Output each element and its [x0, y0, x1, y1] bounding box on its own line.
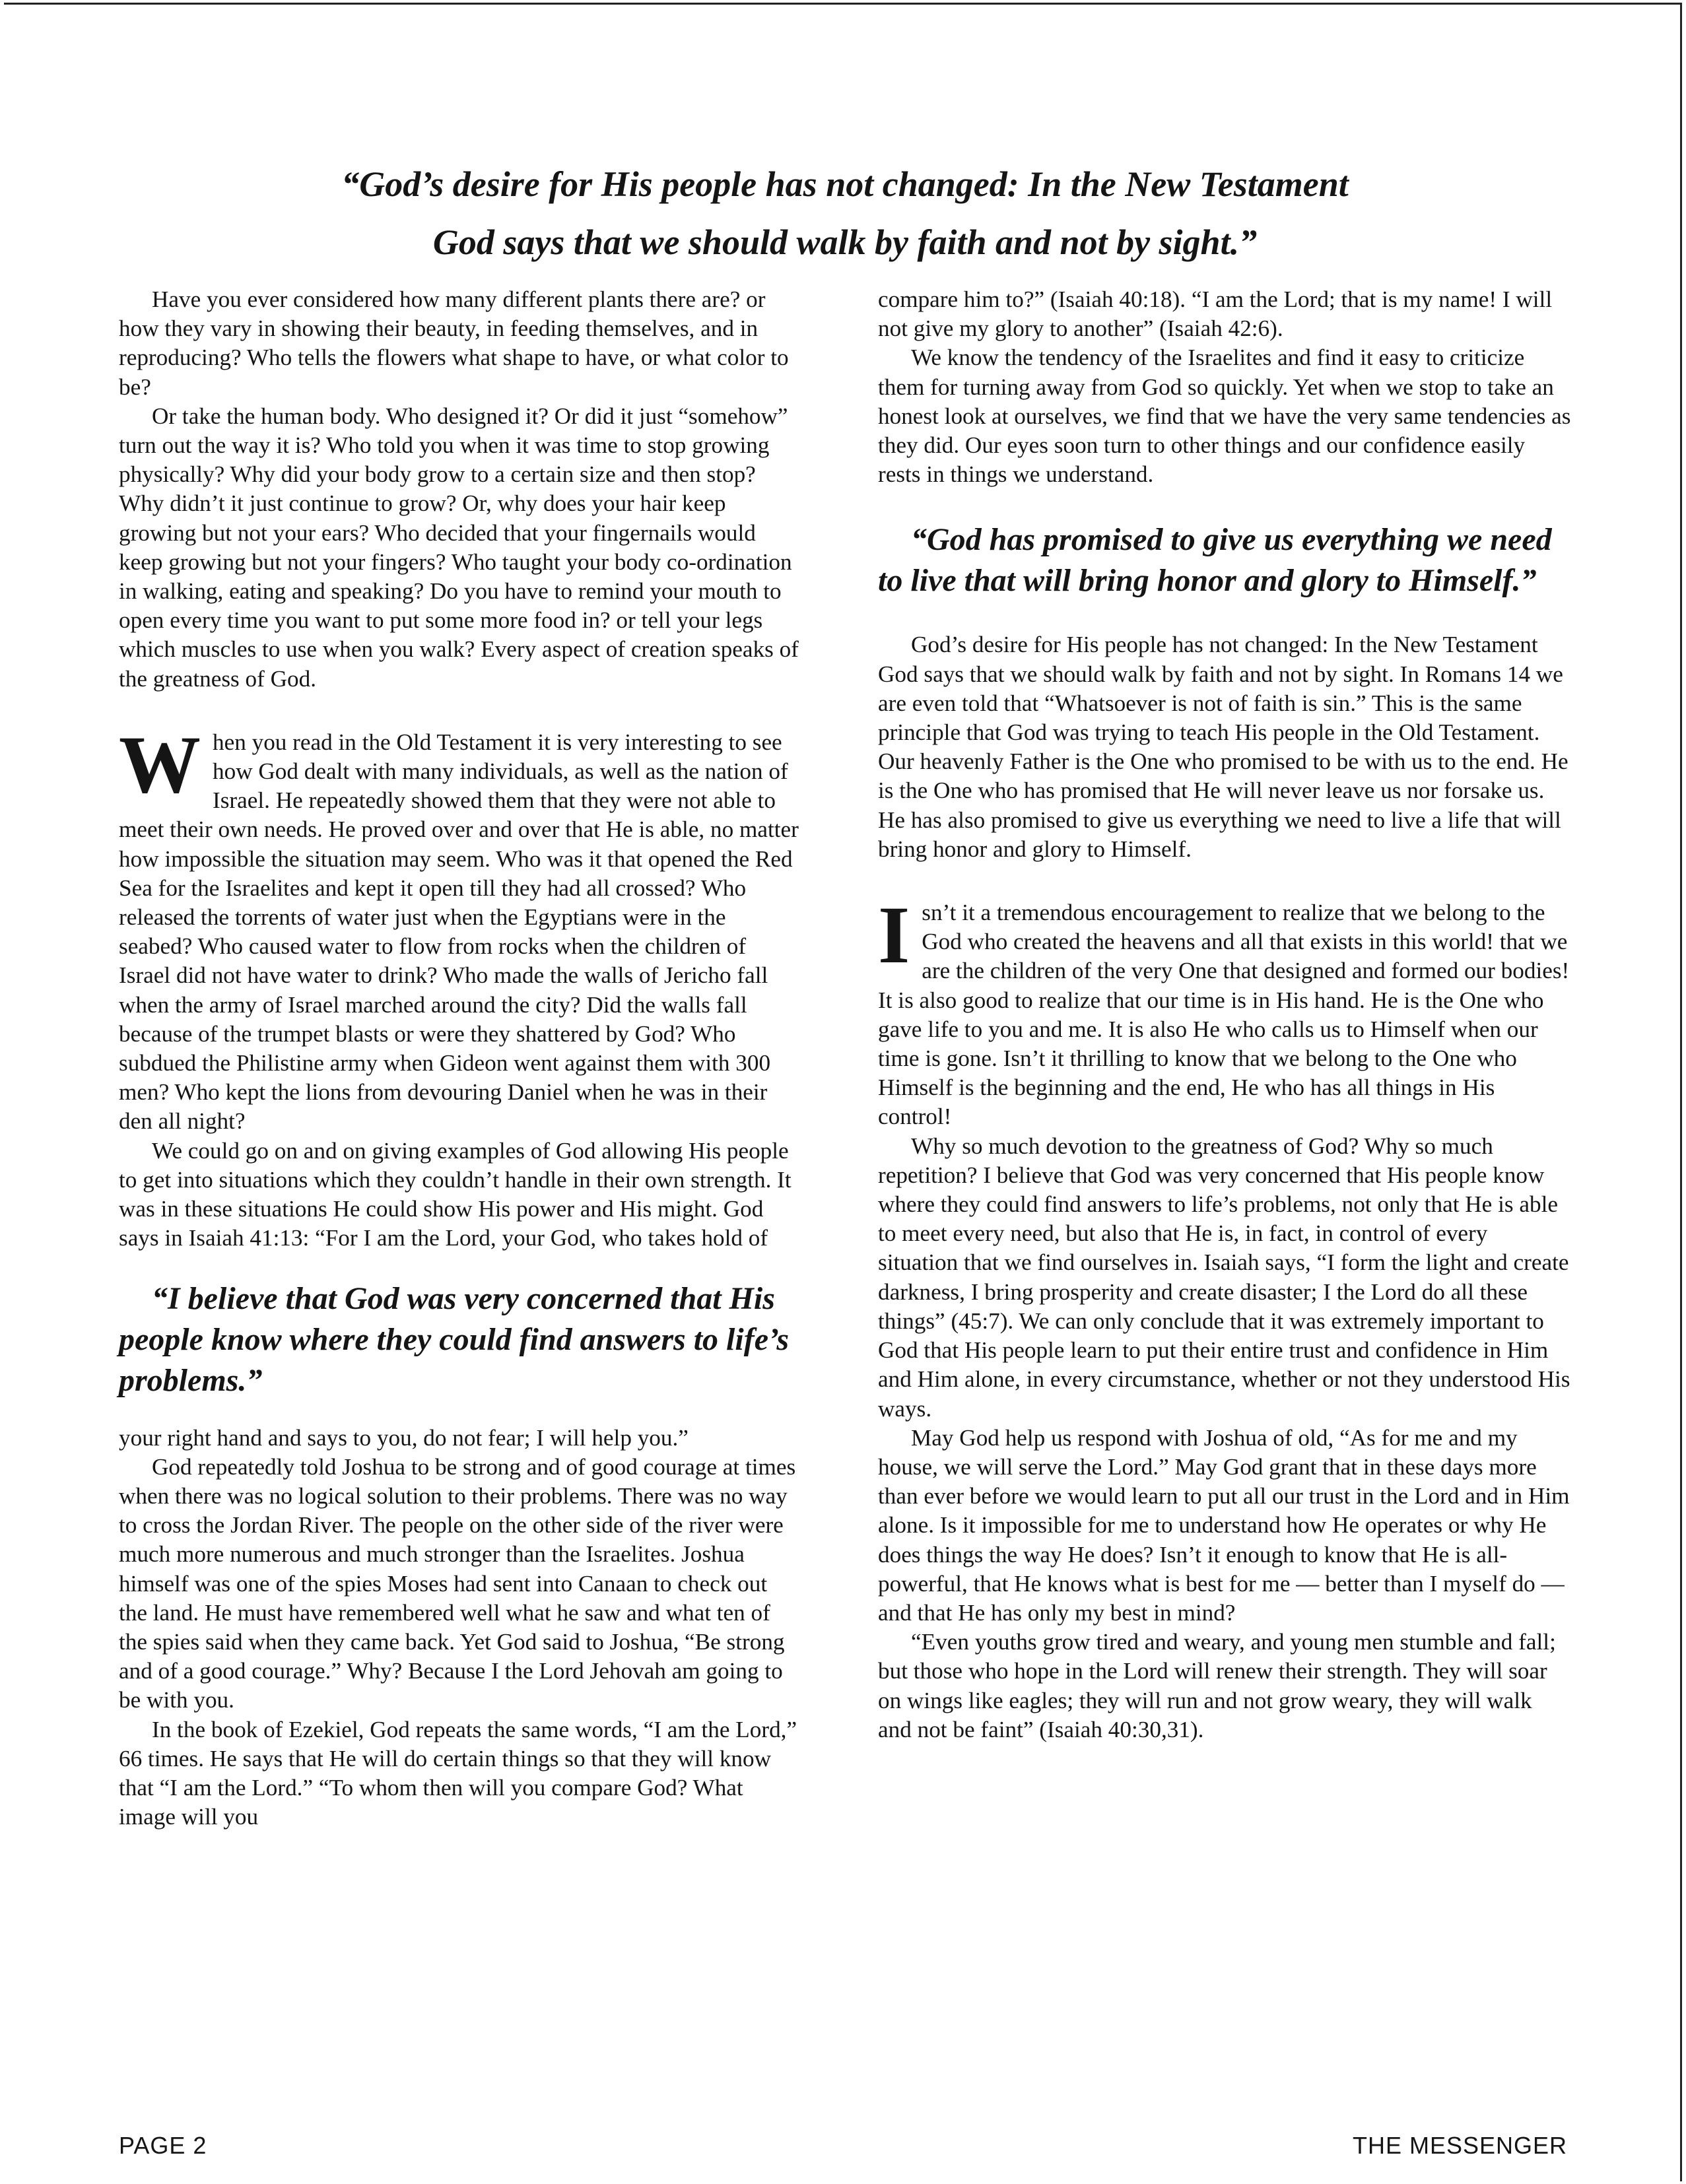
drop-cap-letter: W [119, 719, 201, 810]
paragraph: Why so much devotion to the greatness of God? Why so much repetition? I believe that God was very concerned that His people know where they could find answers to life’s problems, not only that He is able to meet every need, but also that He is, in fact, in control of every situation that we find ourselves in. Isaiah says, “I form the light and create darkness, I bring prosperity and create disaster; I the Lord do all these things” (45:7). We can only conclude that it was extremely important to God that His people learn to put their entire trust and confidence in Him and Him alone, in every circumstance, whether or not they understood His ways. [878, 1133, 1570, 1422]
paragraph: Or take the human body. Who designed it? Or did it just “somehow” turn out the way it is? Who told you when it was time to stop growing physically? Why did your body grow to a certain size and then stop? Why didn’t it just continue to grow? Or, why does your hair keep growing but not your ears? Who decided that your fingernails would keep growing but not your fingers? Who taught your body co-ordination in walking, eating and speaking? Do you have to remind your mouth to open every time you want to put some more food in? or tell your legs which muscles to use when you walk? Every aspect of creation speaks of the greatness of God. [119, 403, 799, 692]
paragraph: Have you ever considered how many different plants there are? or how they vary in showing their beauty, in feeding themselves, and in reproducing? Who tells the flowers what shape to have, or what color to be? [119, 286, 789, 400]
paragraph: May God help us respond with Joshua of old, “As for me and my house, we will serve the Lord.” May God grant that in these days more than ever before we would learn to put all our trust in the Lord and in Him alone. Is it impossible for me to understand how He operates or why He does things the way He does? Isn’t it enough to know that He is all-powerful, that He knows what is best for me — better than I myself do — and that He has only my best in mind? [878, 1424, 1570, 1626]
headline-line-1: “God’s desire for His people has not changed: In the New Testament [341, 164, 1349, 204]
headline-line-2: God says that we should walk by faith and not by sight.” [432, 222, 1258, 262]
paragraph: God repeatedly told Joshua to be strong and of good courage at times when there was no logical solution to their problems. There was no way to cross the Jordan River. The people on the other side of the river were much more numerous and much stronger than the Israelites. Joshua himself was one of the spies Moses had sent into Canaan to check out the land. He must have remembered well what he saw and what ten of the spies said when they came back. Yet God said to Joshua, “Be strong and of a good courage.” Why? Because I the Lord Jehovah am going to be with you. [119, 1453, 796, 1713]
drop-cap-letter: I [878, 890, 910, 981]
paragraph: We could go on and on giving examples of God allowing His people to get into situations which they couldn’t handle in their own strength. It was in these situations He could show His power and His might. God says in Isaiah 41:13: “For I am the Lord, your God, who takes hold of [119, 1137, 792, 1251]
pull-quote: “God has promised to give us everything we need to live that will bring honor and glory to Himself.” [878, 522, 1552, 599]
paragraph: “Even youths grow tired and weary, and young men stumble and fall; but those who hope in the Lord will renew their strength. They will soar on wings like eagles; they will run and not grow weary, they will walk and not be faint” (Isaiah 40:30,31). [878, 1629, 1556, 1742]
paragraph-text: sn’t it a tremendous encouragement to realize that we belong to the God who created the heavens and all that exists in this world! that we are the children of the very One that designed and formed our bodies! It is also good to realize that our time is in His hand. He is the One who gave life to you and me. It is also He who calls us to Himself when our time is gone. Isn’t it thrilling to know that we belong to the One who Himself is the beginning and the end, He who has all things in His control! [878, 900, 1570, 1130]
publication-name: THE MESSENGER [1352, 2132, 1567, 2159]
paragraph-dropcap [119, 719, 799, 1137]
paragraph: compare him to?” (Isaiah 40:18). “I am the Lord; that is my name! I will not give my glory to another” (Isaiah 42:6). [878, 286, 1553, 342]
headline-pull-quote [119, 155, 1571, 271]
paragraph: In the book of Ezekiel, God repeats the same words, “I am the Lord,” 66 times. He says that He will do certain things so that they will know that “I am the Lord.” “To whom then will you compare God? What image will you [119, 1716, 797, 1830]
paragraph: God’s desire for His people has not changed: In the New Testament God says that we should walk by faith and not by sight. In Romans 14 we are even told that “Whatsoever is not of faith is sin.” This is the same principle that God was trying to teach His people in the Old Testament. Our heavenly Father is the One who promised to be with us to the end. He is the One who has promised that He will never leave us nor forsake us. He has also promised to give us everything we need to live a life that will bring honor and glory to Himself. [878, 632, 1568, 862]
paragraph-text: hen you read in the Old Testament it is very interesting to see how God dealt with many individuals, as well as the nation of Israel. He repeatedly showed them that they were not able to meet their own needs. He proved over and over that He is able, no matter how impossible the situation may seem. Who was it that opened the Red Sea for the Israelites and kept it open till they had all crossed? Who released the torrents of water just when the Egyptians were in the seabed? Who caused water to flow from rocks when the children of Israel did not have water to drink? Who made the walls of Jericho fall when the army of Israel marched around the city? Did the walls fall because of the trumpet blasts or were they shattered by God? Who subdued the Philistine army when Gideon went against them with 300 men? Who kept the lions from devouring Daniel when he was in their den all night? [119, 729, 799, 1135]
page-number: PAGE 2 [119, 2132, 207, 2159]
paragraph: We know the tendency of the Israelites and find it easy to criticize them for turning away from God so quickly. Yet when we stop to take an honest look at ourselves, we find that we have the very same tendencies as they did. Our eyes soon turn to other things and our confidence easily rests in things we understand. [878, 345, 1571, 488]
paragraph-dropcap [878, 890, 1571, 1132]
right-column [878, 285, 1571, 1744]
pull-quote: “I believe that God was very concerned that His people know where they could find answers to life’s problems.” [119, 1280, 790, 1398]
left-column [119, 285, 799, 1832]
paragraph: your right hand and says to you, do not fear; I will help you.” [119, 1424, 689, 1451]
